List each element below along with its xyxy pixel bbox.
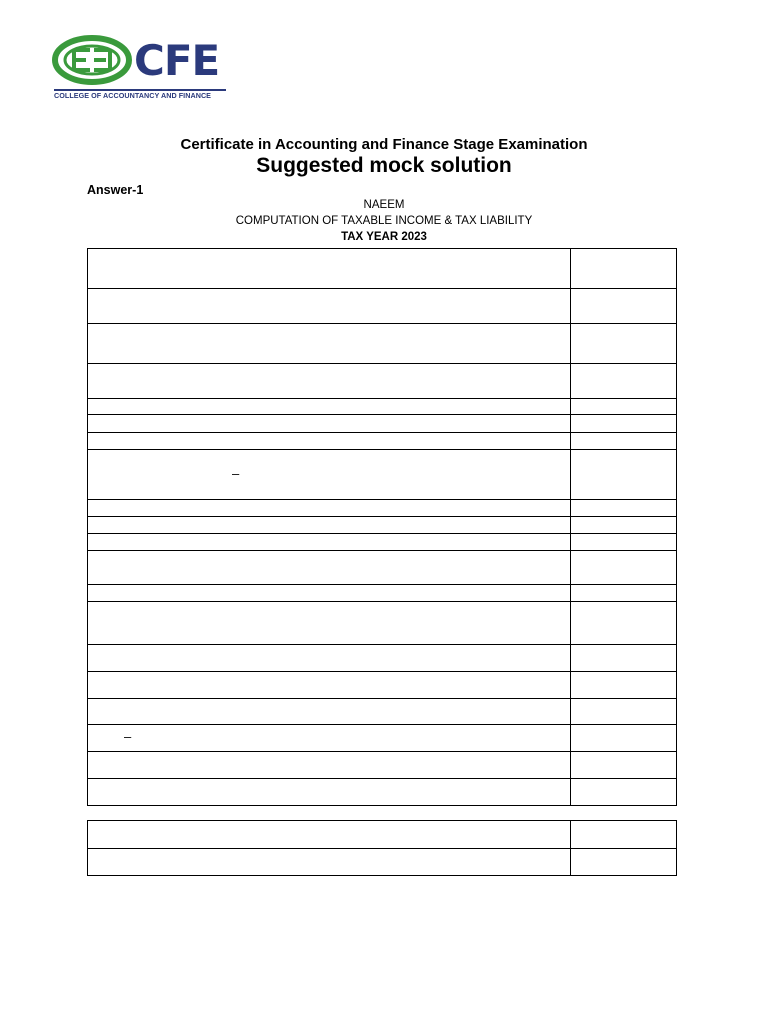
table-cell <box>88 415 571 433</box>
table-row <box>88 399 677 415</box>
table-cell <box>571 324 677 364</box>
table-cell <box>571 725 677 752</box>
table-cell <box>571 585 677 602</box>
table-row <box>88 289 677 324</box>
table-cell <box>571 450 677 500</box>
exam-title: Certificate in Accounting and Finance Stage Examination <box>180 136 588 153</box>
table-cell <box>571 602 677 645</box>
table-cell <box>571 779 677 806</box>
table-cell <box>88 364 571 399</box>
table-cell <box>88 849 571 876</box>
table-cell <box>88 752 571 779</box>
computation-table <box>87 248 677 806</box>
table-cell <box>88 672 571 699</box>
dash-mark: – <box>232 465 240 481</box>
tax-liability-table <box>87 820 677 876</box>
table-row <box>88 551 677 585</box>
table-cell <box>571 849 677 876</box>
table-row <box>88 602 677 645</box>
table-cell <box>88 289 571 324</box>
cfe-logo <box>52 34 228 102</box>
table-row <box>88 534 677 551</box>
dash-mark: – <box>124 729 132 744</box>
table-cell <box>88 450 571 500</box>
table-row <box>88 752 677 779</box>
table-cell <box>571 399 677 415</box>
table-row <box>88 699 677 725</box>
table-row <box>88 585 677 602</box>
table-cell <box>88 324 571 364</box>
table-row <box>88 779 677 806</box>
table-cell <box>571 821 677 849</box>
table-cell <box>571 433 677 450</box>
table-row <box>88 415 677 433</box>
table-cell <box>571 699 677 725</box>
table-row <box>88 725 677 752</box>
table-cell <box>571 500 677 517</box>
statement-title: COMPUTATION OF TAXABLE INCOME & TAX LIABILITY <box>235 215 533 227</box>
table-row <box>88 821 677 849</box>
table-row <box>88 364 677 399</box>
cfe-logo-emblem-icon <box>52 34 132 86</box>
table-cell <box>571 534 677 551</box>
table-cell <box>571 645 677 672</box>
table-row <box>88 324 677 364</box>
logo-wordmark: CFE <box>134 36 220 85</box>
table-row <box>88 249 677 289</box>
table-cell <box>571 364 677 399</box>
page-title: Suggested mock solution <box>256 154 512 177</box>
logo-tagline: COLLEGE OF ACCOUNTANCY AND FINANCE <box>54 91 212 100</box>
table-cell <box>571 551 677 585</box>
table-row <box>88 450 677 500</box>
table-cell <box>88 551 571 585</box>
table-row <box>88 849 677 876</box>
table-cell <box>571 415 677 433</box>
table-cell <box>88 602 571 645</box>
table-row <box>88 517 677 534</box>
table-cell <box>88 725 571 752</box>
table-row <box>88 500 677 517</box>
table-cell <box>88 699 571 725</box>
table-cell <box>88 645 571 672</box>
table-row <box>88 433 677 450</box>
table-cell <box>88 433 571 450</box>
table-cell <box>571 517 677 534</box>
table-cell <box>88 517 571 534</box>
table-cell <box>88 779 571 806</box>
table-cell <box>88 399 571 415</box>
statement-tax-year: TAX YEAR 2023 <box>341 231 427 243</box>
table-cell <box>88 534 571 551</box>
table-cell <box>88 585 571 602</box>
table-cell <box>571 289 677 324</box>
answer-label: Answer-1 <box>87 183 144 197</box>
table-cell <box>571 672 677 699</box>
table-cell <box>88 249 571 289</box>
statement-name: NAEEM <box>363 199 405 211</box>
table-cell <box>88 821 571 849</box>
table-row <box>88 645 677 672</box>
table-cell <box>88 500 571 517</box>
table-cell <box>571 249 677 289</box>
table-cell <box>571 752 677 779</box>
table-row <box>88 672 677 699</box>
